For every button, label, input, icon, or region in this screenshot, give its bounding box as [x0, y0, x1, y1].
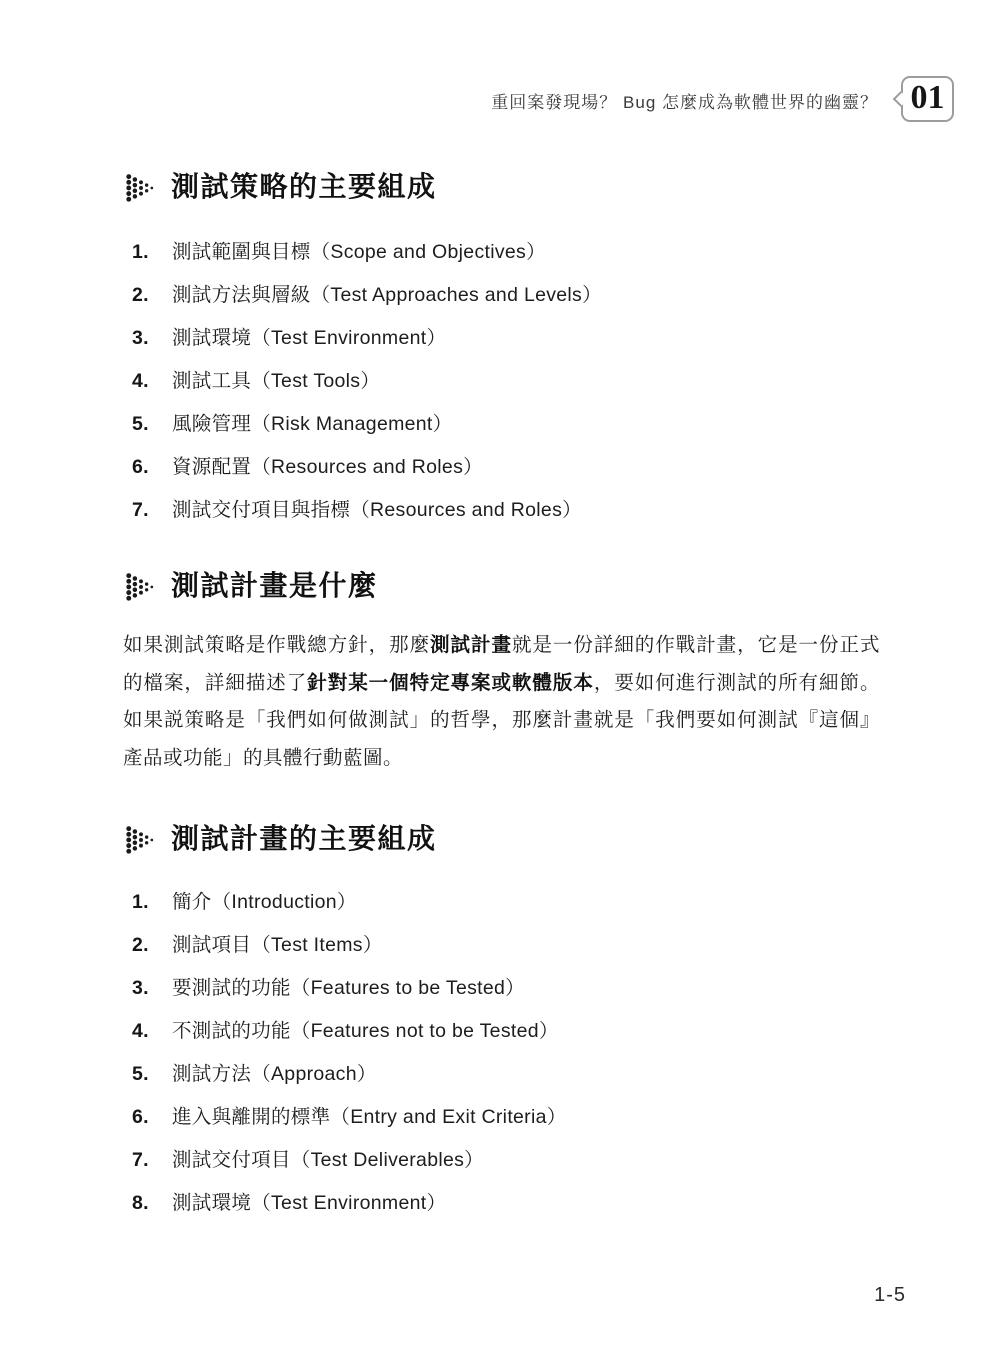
- item-text: 測試工具（Test Tools）: [172, 370, 381, 392]
- item-text: 要測試的功能（Features to be Tested）: [172, 977, 525, 999]
- list-item: [123, 1061, 880, 1088]
- item-number: 1.: [132, 241, 149, 263]
- item-text: 測試交付項目與指標（Resources and Roles）: [172, 499, 582, 521]
- item-text: 風險管理（Risk Management）: [172, 413, 453, 435]
- list-item: [123, 975, 880, 1002]
- item-number: 6.: [132, 1106, 149, 1128]
- item-text: 測試範圍與目標（Scope and Objectives）: [172, 241, 546, 263]
- paragraph-segment: 如果測試策略是作戰總方針，那麼: [123, 634, 431, 656]
- section-heading-text: 測試策略的主要組成: [171, 171, 437, 202]
- list-item: [123, 1104, 880, 1131]
- item-text: 測試方法與層級（Test Approaches and Levels）: [172, 284, 602, 306]
- running-header-title: 重回案發現場？ Bug 怎麼成為軟體世界的幽靈？: [491, 93, 878, 112]
- list-item: [123, 1018, 880, 1045]
- item-number: 4.: [132, 370, 149, 392]
- section-test-strategy-components: [123, 0, 880, 540]
- plan-components-list: [123, 889, 880, 1217]
- list-item: [123, 454, 880, 481]
- item-number: 7.: [132, 1149, 149, 1171]
- section-what-is-test-plan: [123, 540, 880, 777]
- item-number: 3.: [132, 977, 149, 999]
- section-heading-text: 測試計畫是什麼: [171, 570, 378, 601]
- item-number: 4.: [132, 1020, 149, 1042]
- list-item: [123, 889, 880, 916]
- item-number: 1.: [132, 891, 149, 913]
- list-item: [123, 932, 880, 959]
- item-number: 5.: [132, 1063, 149, 1085]
- body-paragraph: [123, 627, 880, 777]
- paragraph-segment: 針對某一個特定專案或軟體版本: [307, 671, 594, 694]
- page-number: 1-5: [874, 1284, 906, 1306]
- item-text: 資源配置（Resources and Roles）: [172, 456, 483, 478]
- badge-tail-icon: [893, 91, 909, 107]
- list-item: [123, 411, 880, 438]
- list-item: [123, 325, 880, 352]
- strategy-components-list: [123, 239, 880, 524]
- item-number: 2.: [132, 284, 149, 306]
- item-text: 不測試的功能（Features not to be Tested）: [172, 1020, 559, 1042]
- chapter-number-badge: [901, 76, 954, 122]
- item-number: 2.: [132, 934, 149, 956]
- item-number: 3.: [132, 327, 149, 349]
- section-heading: [125, 565, 880, 607]
- item-text: 進入與離開的標準（Entry and Exit Criteria）: [172, 1106, 567, 1128]
- paragraph-segment: 測試計畫: [430, 634, 512, 656]
- item-number: 8.: [132, 1192, 149, 1214]
- list-item: [123, 1190, 880, 1217]
- paragraph-segment: 就是一份詳細的作戰計畫，它是一份正式的檔案，詳細描述了: [123, 634, 880, 694]
- paragraph-segment: ，要如何進行測試的所有細節。如果説策略是「我們如何做測試」的哲學，那麼計畫就是「我們要如何測試『這個』產品或功能」的具體行動藍圖。: [123, 671, 880, 769]
- item-text: 測試環境（Test Environment）: [172, 1192, 447, 1214]
- item-number: 6.: [132, 456, 149, 478]
- section-heading: [125, 166, 880, 208]
- item-text: 測試項目（Test Items）: [172, 934, 383, 956]
- page-content: [123, 0, 880, 1233]
- item-text: 簡介（Introduction）: [172, 891, 357, 913]
- item-text: 測試環境（Test Environment）: [172, 327, 447, 349]
- dotted-triangle-icon: [125, 172, 157, 202]
- section-test-plan-components: [123, 777, 880, 1233]
- list-item: [123, 239, 880, 266]
- section-heading-text: 測試計畫的主要組成: [171, 823, 437, 854]
- list-item: [123, 368, 880, 395]
- list-item: [123, 497, 880, 524]
- item-text: 測試方法（Approach）: [172, 1063, 377, 1085]
- list-item: [123, 282, 880, 309]
- item-number: 7.: [132, 499, 149, 521]
- dotted-triangle-icon: [125, 824, 157, 854]
- dotted-triangle-icon: [125, 571, 157, 601]
- item-text: 測試交付項目（Test Deliverables）: [172, 1149, 484, 1171]
- section-heading: [125, 818, 880, 860]
- list-item: [123, 1147, 880, 1174]
- item-number: 5.: [132, 413, 149, 435]
- chapter-number: 01: [910, 79, 945, 116]
